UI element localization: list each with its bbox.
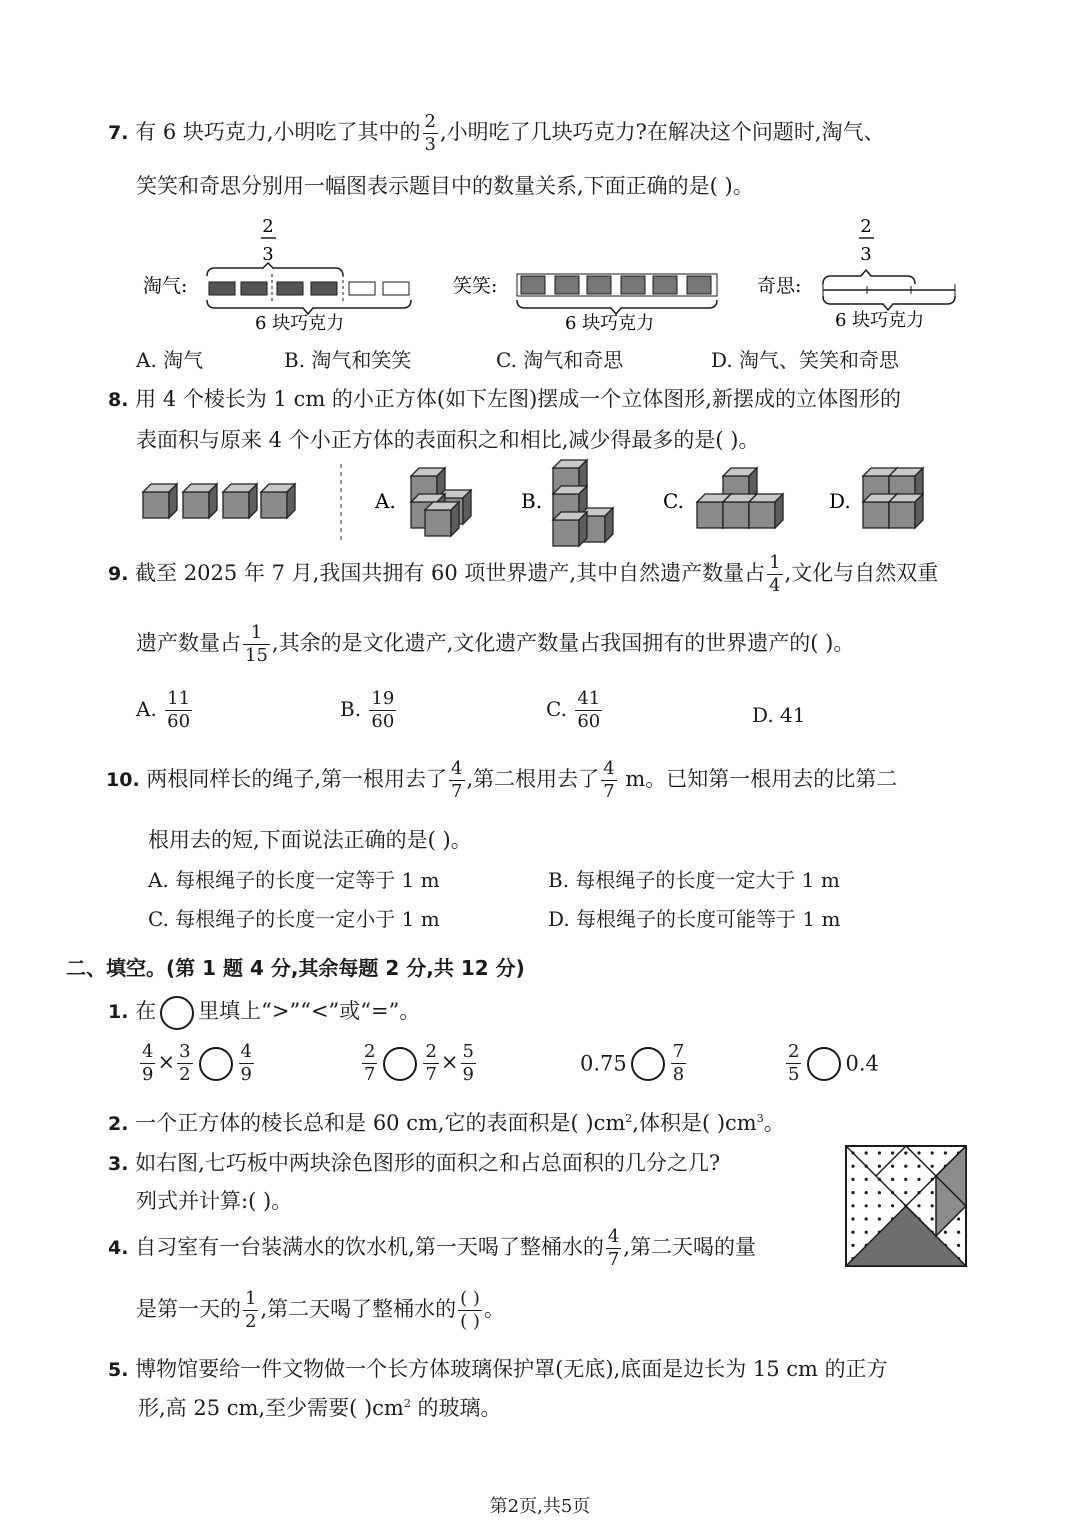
q9-fraction-1: $\frac{1}{4}$ — [769, 552, 781, 596]
grid-dot — [865, 1178, 868, 1181]
q10-line1: 10. 两根同样长的绳子,第一根用去了 $\frac{4}{7}$ ,第二根用去了 $\frac{4}{7}$ m。已知第一根用去的比第二 — [106, 758, 898, 802]
q8-shape-a — [411, 468, 471, 536]
q7-option-a: A. 淘气 — [136, 348, 204, 372]
grid-dot — [917, 1151, 920, 1154]
grid-dot — [957, 1244, 960, 1247]
qisi-caption: 6 块巧克力 — [835, 310, 925, 331]
f5-line2: 形,高 25 cm,至少需要( )$cm^2$ 的玻璃。 — [138, 1396, 502, 1420]
grid-dot — [904, 1178, 907, 1181]
q7-text-b: ,小明吃了几块巧克力?在解决这个问题时,淘气、 — [439, 120, 885, 144]
grid-dot — [851, 1244, 854, 1247]
f3-line2: 列式并计算:( )。 — [136, 1189, 293, 1213]
q10-option-a: A. 每根绳子的长度一定等于 1 m — [148, 868, 440, 892]
f3-line1: 3. 如右图,七巧板中两块涂色图形的面积之和占总面积的几分之几? — [108, 1151, 721, 1175]
grid-dot — [931, 1217, 934, 1220]
q8-number: 8. — [108, 389, 129, 411]
grid-dot — [957, 1231, 960, 1234]
f1-expr-3: 0.75 $\frac{7}{8}$ — [580, 1041, 685, 1085]
grid-dot — [891, 1178, 894, 1181]
q8-shape-d — [863, 468, 923, 528]
page-footer: 第2页,共5页 — [489, 1496, 591, 1517]
grid-dot — [944, 1151, 947, 1154]
grid-dot — [865, 1191, 868, 1194]
q7-number: 7. — [108, 122, 129, 144]
q8-option-d: D. — [829, 489, 851, 513]
qisi-frac-n: 2 — [860, 216, 872, 237]
q9-number: 9. — [108, 563, 129, 585]
taoqi-label: 淘气: — [143, 275, 188, 297]
q7-line2: 笑笑和奇思分别用一幅图表示题目中的数量关系,下面正确的是( )。 — [136, 174, 754, 198]
grid-dot — [851, 1204, 854, 1207]
q7-option-d: D. 淘气、笑笑和奇思 — [711, 348, 900, 372]
q8-shape-c — [697, 468, 783, 528]
q7-line1 — [108, 113, 885, 154]
q8-text-1: 用 4 个棱长为 1 cm 的小正方体(如下左图)摆成一个立体图形,新摆成的立体图形的 — [135, 387, 901, 411]
q9-fraction-2: $\frac{1}{15}$ — [245, 622, 268, 666]
grid-dot — [878, 1204, 881, 1207]
f2-line: 2. 一个正方体的棱长总和是 60 cm,它的表面积是( )$cm^2$,体积是( )$cm^3$。 — [108, 1111, 785, 1135]
q8-option-b: B. — [521, 489, 543, 513]
q7-option-c: C. 淘气和奇思 — [496, 348, 624, 372]
qisi-label: 奇思: — [757, 275, 802, 297]
q9-line1 — [108, 554, 938, 595]
grid-dot — [878, 1191, 881, 1194]
q7-text-a: 有 6 块巧克力,小明吃了其中的 — [135, 120, 421, 144]
section-2-title: 二、填空。(第 1 题 4 分,其余每题 2 分,共 12 分) — [66, 956, 525, 980]
taoqi-caption: 6 块巧克力 — [255, 313, 345, 334]
q9-line2: 遗产数量占 $\frac{1}{15}$ ,其余的是文化遗产,文化遗产数量占我国拥有的世界遗产的( )。 — [136, 622, 855, 666]
q9-text-a: 截至 2025 年 7 月,我国共拥有 60 项世界遗产,其中自然遗产数量占 — [135, 561, 766, 585]
f4-line1: 4. 自习室有一台装满水的饮水机,第一天喝了整桶水的 $\frac{4}{7}$ ,第二天喝的量 — [108, 1226, 756, 1270]
compare-circle-icon — [160, 996, 194, 1030]
q9-option-a: A. $\frac{11}{60}$ — [136, 688, 191, 732]
taoqi-frac-n: 2 — [262, 216, 274, 237]
answer-circle[interactable] — [807, 1047, 841, 1081]
q8-shape-b — [553, 460, 613, 546]
q10-fraction-2: $\frac{4}{7}$ — [603, 758, 615, 802]
grid-dot — [865, 1217, 868, 1220]
grid-dot — [917, 1204, 920, 1207]
q10-line2: 根用去的短,下面说法正确的是( )。 — [148, 828, 472, 852]
q10-option-c: C. 每根绳子的长度一定小于 1 m — [148, 907, 440, 931]
grid-dot — [917, 1165, 920, 1168]
f1-expr-1: $\frac{4}{9}$ × $\frac{3}{2}$ $\frac{4}{9}$ — [142, 1041, 252, 1085]
grid-dot — [865, 1231, 868, 1234]
f1-expr-2: $\frac{2}{7}$ $\frac{2}{7}$ × $\frac{5}{9}$ — [364, 1041, 474, 1085]
q8-line2: 表面积与原来 4 个小正方体的表面积之和相比,减少得最多的是( )。 — [136, 428, 760, 452]
q7-diagrams — [135, 208, 965, 338]
q7-fraction: $\frac{2}{3}$ — [424, 111, 436, 155]
q9-option-d: D. 41 — [752, 703, 806, 727]
grid-dot — [891, 1204, 894, 1207]
f4-line2: 是第一天的 $\frac{1}{2}$ ,第二天喝了整桶水的 $\frac{( )}{( )}$ 。 — [136, 1288, 505, 1332]
grid-dot — [878, 1165, 881, 1168]
f1-line: 1. 在 里填上“>”“<”或“=”。 — [108, 995, 420, 1030]
q10-fraction-1: $\frac{4}{7}$ — [451, 758, 463, 802]
q9-option-c: C. $\frac{41}{60}$ — [546, 688, 601, 732]
taoqi-frac-d: 3 — [262, 244, 274, 265]
grid-dot — [904, 1165, 907, 1168]
xiaoxiao-caption: 6 块巧克力 — [565, 313, 655, 334]
grid-dot — [851, 1178, 854, 1181]
grid-dot — [878, 1217, 881, 1220]
grid-dot — [957, 1217, 960, 1220]
q8-figures — [135, 458, 935, 548]
grid-dot — [931, 1204, 934, 1207]
grid-dot — [891, 1151, 894, 1154]
q10-number: 10. — [106, 769, 140, 791]
grid-dot — [891, 1165, 894, 1168]
q10-option-b: B. 每根绳子的长度一定大于 1 m — [548, 868, 840, 892]
q8-option-a: A. — [375, 489, 396, 513]
tangram-figure — [845, 1145, 969, 1269]
grid-dot — [904, 1191, 907, 1194]
answer-circle[interactable] — [199, 1047, 233, 1081]
q7-option-b: B. 淘气和笑笑 — [284, 348, 412, 372]
q8-option-c: C. — [663, 489, 684, 513]
q10-option-d: D. 每根绳子的长度可能等于 1 m — [548, 907, 841, 931]
answer-circle[interactable] — [631, 1047, 665, 1081]
q8-line1 — [108, 383, 901, 413]
grid-dot — [944, 1231, 947, 1234]
grid-dot — [878, 1151, 881, 1154]
taoqi-chocolates — [209, 274, 409, 304]
grid-dot — [851, 1231, 854, 1234]
grid-dot — [931, 1191, 934, 1194]
qisi-frac-d: 3 — [860, 244, 872, 265]
f5-line1: 5. 博物馆要给一件文物做一个长方体玻璃保护罩(无底),底面是边长为 15 cm 的正方 — [108, 1357, 888, 1381]
answer-circle[interactable] — [383, 1047, 417, 1081]
grid-dot — [865, 1151, 868, 1154]
xiaoxiao-label: 笑笑: — [453, 275, 498, 297]
grid-dot — [851, 1165, 854, 1168]
answer-fraction-blank[interactable]: $\frac{( )}{( )}$ — [460, 1288, 480, 1332]
f1-expr-4: $\frac{2}{5}$ 0.4 — [788, 1041, 879, 1085]
grid-dot — [931, 1165, 934, 1168]
grid-dot — [851, 1191, 854, 1194]
four-small-cubes — [143, 484, 295, 518]
grid-dot — [917, 1178, 920, 1181]
grid-dot — [865, 1204, 868, 1207]
q9-text-b: ,文化与自然双重 — [784, 561, 939, 585]
grid-dot — [904, 1151, 907, 1154]
grid-dot — [851, 1217, 854, 1220]
q9-option-b: B. $\frac{19}{60}$ — [340, 688, 395, 732]
xiaoxiao-chocolates — [517, 274, 717, 296]
grid-dot — [931, 1151, 934, 1154]
